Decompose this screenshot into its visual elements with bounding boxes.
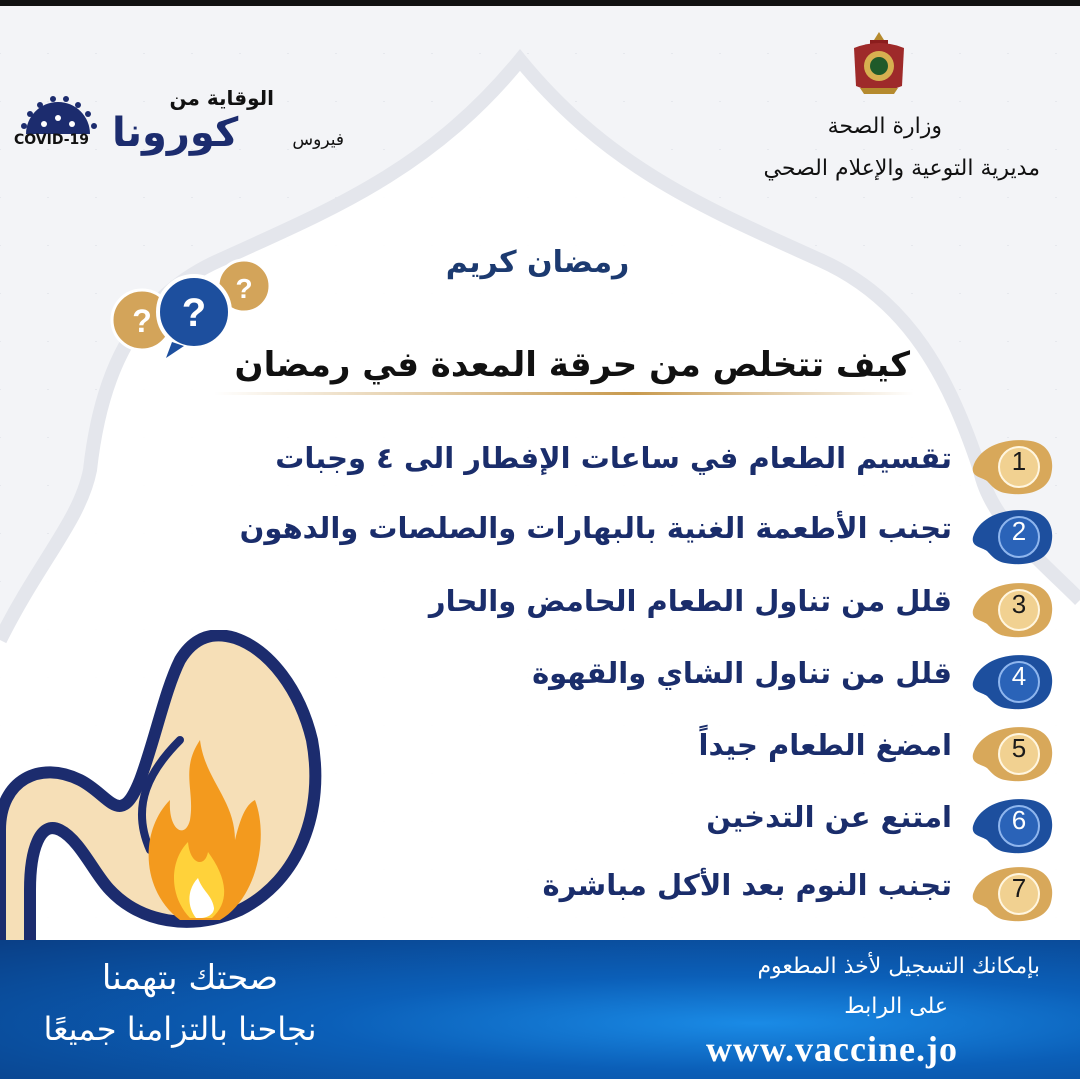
tip-number: 7 xyxy=(1011,873,1027,903)
ministry-name: وزارة الصحة xyxy=(827,114,942,139)
svg-text:?: ? xyxy=(235,273,253,304)
tip-number: 5 xyxy=(1011,733,1027,763)
tip-number: 1 xyxy=(1011,446,1027,476)
tip-number: 2 xyxy=(1011,516,1027,546)
tip-text: امتنع عن التدخين xyxy=(706,800,952,834)
virus-icon xyxy=(18,96,98,136)
svg-text:?: ? xyxy=(132,303,152,339)
tip-item xyxy=(0,503,1080,573)
register-text-line-1: بإمكانك التسجيل لأخذ المطعوم xyxy=(757,954,1040,979)
tip-text: قلل من تناول الطعام الحامض والحار xyxy=(428,584,952,618)
tip-text: تجنب الأطعمة الغنية بالبهارات والصلصات والدهون xyxy=(239,511,952,545)
corona-wordmark: كورونا xyxy=(112,110,239,156)
tip-text: امضغ الطعام جيداً xyxy=(698,728,952,762)
directorate-name: مديرية التوعية والإعلام الصحي xyxy=(763,156,1040,181)
tip-text: تقسيم الطعام في ساعات الإفطار الى ٤ وجبات xyxy=(275,441,952,475)
corona-logo xyxy=(14,86,344,166)
virus-label: فيروس xyxy=(292,130,344,150)
page-title: كيف تتخلص من حرقة المعدة في رمضان xyxy=(234,345,910,385)
crest-icon xyxy=(848,30,910,96)
covid-label: COVID-19 xyxy=(14,132,90,148)
tip-text: تجنب النوم بعد الأكل مباشرة xyxy=(542,868,952,902)
prevention-label: الوقاية من xyxy=(169,86,274,110)
slogan-line-1: صحتك بتهمنا xyxy=(101,958,279,998)
tip-item xyxy=(0,433,1080,503)
tip-number: 4 xyxy=(1011,661,1027,691)
tip-number: 3 xyxy=(1011,589,1027,619)
register-text-line-2: على الرابط xyxy=(844,994,948,1019)
tip-text: قلل من تناول الشاي والقهوة xyxy=(532,656,952,690)
title-underline xyxy=(214,392,914,395)
ramadan-greeting: رمضان كريم xyxy=(445,245,630,280)
slogan-line-2: نجاحنا بالتزامنا جميعًا xyxy=(43,1010,317,1048)
tip-number: 6 xyxy=(1011,805,1027,835)
vaccine-link[interactable]: www.vaccine.jo xyxy=(706,1029,958,1069)
svg-text:?: ? xyxy=(181,291,207,335)
